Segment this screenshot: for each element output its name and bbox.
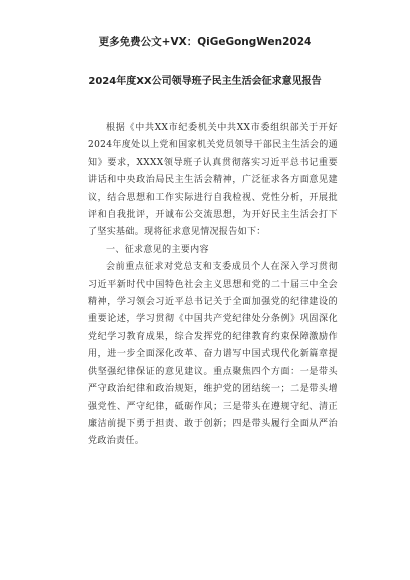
paragraph-intro: 根据《中共XX市纪委机关中共XX市委组织部关于开好2024年度处以上党和国家机关党员领导干部民主生活会的通知》要求，XXXX领导班子认真贯彻落实习近平总书记重要讲话和中央政治局民主生活会精神，广泛征求各方面意见建议，结合思想和工作实际进行自我检视、党性分析，开展批评和自我批评，开诚布公交流思想，为开好民主生活会打下了坚实基础。现将征求意见情况报告如下： bbox=[88, 123, 338, 238]
document-title: 2024年度XX公司领导班子民主生活会征求意见报告 bbox=[88, 76, 322, 87]
paragraph-main-content: 会前重点征求对党总支和支委成员个人在深入学习贯彻习近平新时代中国特色社会主义思想和党的二十届三中全会精神，学习领会习近平总书记关于全面加强党的纪律建设的重要论述，学习贯彻《中国共产党纪律处分条例》巩固深化党纪学习教育成果，综合发挥党的纪律教育约束保障激励作用，进一步全面深化改革、奋力谱写中国式现代化新篇章提供坚强纪律保证的意见建议。重点聚焦四个方面：一是带头严守政治纪律和政治规矩，维护党的团结统一；二是带头增强党性、严守纪律，砥砺作风；三是带头在遵规守纪、清正廉洁前提下勇于担责、敢于创新；四是带头履行全面从严治党政治责任。 bbox=[88, 262, 338, 447]
section-heading: 一、征求意见的主要内容 bbox=[106, 244, 209, 255]
watermark-banner: 更多免费公文+VX：QiGeGongWen2024 bbox=[98, 36, 312, 48]
document-body bbox=[88, 120, 338, 451]
